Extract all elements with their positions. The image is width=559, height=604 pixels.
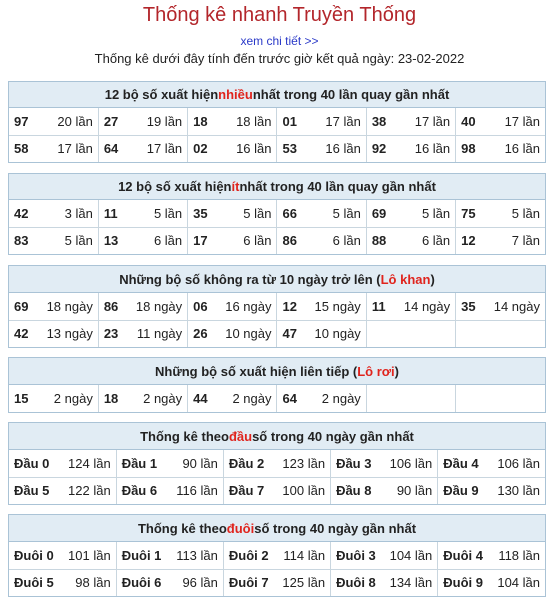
stat-key: Đuôi 8 [336, 575, 376, 591]
stat-key: 06 [193, 298, 208, 314]
stat-value: 13 ngày [46, 326, 93, 342]
stat-value: 16 lần [504, 141, 540, 157]
most-frequent-table [9, 108, 545, 162]
stat-cell [9, 450, 116, 477]
stat-cell [366, 108, 455, 135]
stat-value: 2 ngày [53, 391, 93, 406]
table-row [9, 135, 545, 162]
stat-value: 113 lần [176, 547, 218, 563]
stat-value: 123 lần [282, 455, 326, 471]
stat-value: 5 lần [511, 205, 540, 221]
stat-cell [223, 542, 330, 569]
duoi-table [9, 542, 545, 596]
stat-cell [9, 320, 98, 347]
stat-key: Đuôi 1 [121, 547, 162, 563]
stat-key: 69 [14, 298, 29, 314]
stat-cell [9, 542, 116, 569]
stat-value: 10 ngày [314, 326, 361, 342]
stat-key: 98 [461, 141, 476, 157]
stat-cell [9, 108, 98, 135]
stat-value: 10 ngày [225, 326, 272, 342]
stat-cell [438, 477, 545, 504]
stat-value: 116 lần [176, 483, 218, 499]
table-row [9, 108, 545, 135]
stat-value: 130 lần [497, 483, 540, 499]
stat-key: 64 [103, 141, 119, 157]
lo-khan-table [9, 293, 545, 347]
stat-cell [366, 135, 455, 162]
stat-value: 16 lần [325, 141, 361, 157]
stat-cell [456, 293, 545, 320]
stat-value: 90 lần [182, 455, 218, 471]
lo-khan-section [8, 265, 546, 348]
stat-key: 69 [371, 205, 387, 221]
least-frequent-table [9, 200, 545, 254]
stat-key: 83 [14, 233, 29, 249]
stat-value: 6 lần [243, 233, 272, 249]
stat-cell [98, 108, 187, 135]
stat-value: 6 lần [153, 233, 183, 249]
stat-cell [188, 385, 277, 412]
stat-key: 66 [282, 205, 297, 221]
stat-key: 23 [103, 326, 119, 342]
stat-key: Đuôi 6 [121, 575, 162, 591]
stat-cell [277, 227, 366, 254]
stat-key: 40 [461, 113, 476, 129]
empty-cell [456, 385, 545, 412]
detail-link[interactable]: xem chi tiết >> [240, 34, 319, 48]
stat-key: Đầu 3 [336, 455, 372, 471]
stat-key: 18 [193, 113, 208, 129]
stat-key: 42 [14, 205, 29, 221]
empty-cell [366, 320, 455, 347]
stat-cell [331, 477, 438, 504]
least-frequent-section [8, 173, 546, 255]
stat-cell [438, 569, 545, 596]
stat-value: 16 ngày [225, 298, 272, 314]
stat-key: Đầu 0 [14, 455, 50, 471]
stat-cell [223, 477, 330, 504]
most-frequent-heading: 12 bộ số xuất hiện nhiều nhất trong 40 lần quay gần nhất [9, 82, 545, 108]
stat-value: 2 ngày [321, 391, 361, 406]
most-frequent-section [8, 81, 546, 163]
stat-key: 18 [103, 391, 119, 406]
stat-cell [277, 108, 366, 135]
stat-cell [277, 320, 366, 347]
stat-value: 17 lần [504, 113, 540, 129]
stat-cell [98, 385, 187, 412]
stat-cell [277, 200, 366, 227]
date-note: Thống kê dưới đây tính đến trước giờ kết quả ngày: 23-02-2022 [94, 51, 465, 66]
stat-value: 14 ngày [493, 298, 540, 314]
stat-cell [277, 293, 366, 320]
stat-key: Đuôi 4 [443, 547, 483, 563]
stat-key: 17 [193, 233, 208, 249]
stat-value: 118 lần [498, 547, 540, 563]
table-row [9, 569, 545, 596]
stat-value: 18 ngày [135, 298, 183, 314]
stat-key: 11 [371, 298, 386, 314]
stat-key: Đuôi 3 [336, 547, 376, 563]
stat-cell [366, 227, 455, 254]
stat-key: 15 [14, 391, 29, 406]
stat-key: 97 [14, 113, 29, 129]
stat-cell [188, 108, 277, 135]
least-frequent-heading: 12 bộ số xuất hiện ít nhất trong 40 lần quay gần nhất [9, 174, 545, 200]
stat-cell [98, 135, 187, 162]
stat-key: 53 [282, 141, 297, 157]
stat-value: 5 lần [421, 205, 451, 221]
stat-value: 18 ngày [46, 298, 93, 314]
stat-cell [188, 135, 277, 162]
stat-cell [438, 450, 545, 477]
stat-value: 2 ngày [143, 391, 183, 406]
stat-key: 75 [461, 205, 476, 221]
stat-cell [456, 227, 545, 254]
stat-key: 47 [282, 326, 297, 342]
stat-key: 86 [103, 298, 119, 314]
table-row [9, 200, 545, 227]
stat-cell [331, 569, 438, 596]
stat-key: Đầu 7 [228, 483, 265, 499]
stat-cell [366, 200, 455, 227]
stat-key: Đầu 8 [336, 483, 372, 499]
table-row [9, 385, 545, 412]
stat-value: 17 lần [57, 141, 93, 157]
stat-value: 134 lần [389, 575, 433, 591]
dau-section [8, 422, 546, 505]
stat-value: 5 lần [64, 233, 93, 249]
stat-cell [456, 108, 545, 135]
table-row [9, 293, 545, 320]
stat-key: 12 [282, 298, 297, 314]
stat-value: 16 lần [414, 141, 451, 157]
stat-key: 64 [282, 391, 297, 406]
stat-value: 100 lần [282, 483, 326, 499]
stat-key: Đuôi 0 [14, 547, 54, 563]
stat-key: Đuôi 5 [14, 575, 54, 591]
stat-value: 6 lần [421, 233, 451, 249]
stat-cell [98, 320, 187, 347]
stat-key: Đầu 4 [443, 455, 479, 471]
table-row [9, 450, 545, 477]
stat-cell [9, 385, 98, 412]
stat-key: 92 [371, 141, 387, 157]
table-row [9, 542, 545, 569]
empty-cell [366, 385, 455, 412]
stat-cell [116, 477, 223, 504]
stat-value: 17 lần [414, 113, 451, 129]
stat-key: Đầu 9 [443, 483, 479, 499]
stat-cell [277, 385, 366, 412]
stat-value: 96 lần [182, 575, 218, 591]
table-row [9, 227, 545, 254]
stat-value: 3 lần [64, 205, 93, 221]
stat-cell [116, 542, 223, 569]
stat-key: Đuôi 9 [443, 575, 483, 591]
stat-cell [116, 450, 223, 477]
stat-cell [277, 135, 366, 162]
stat-cell [9, 293, 98, 320]
stat-value: 106 lần [497, 455, 540, 471]
stat-value: 17 lần [325, 113, 361, 129]
stat-cell [9, 477, 116, 504]
stat-value: 6 lần [332, 233, 361, 249]
stat-value: 106 lần [389, 455, 433, 471]
lo-roi-section [8, 357, 546, 413]
stat-value: 20 lần [57, 113, 93, 129]
stat-key: Đuôi 7 [228, 575, 269, 591]
stat-key: 35 [193, 205, 208, 221]
stat-cell [331, 450, 438, 477]
stat-cell [366, 293, 455, 320]
stat-key: 01 [282, 113, 297, 129]
stat-cell [9, 200, 98, 227]
stat-cell [331, 542, 438, 569]
dau-heading: Thống kê theo đầu số trong 40 ngày gần nhất [9, 423, 545, 450]
stat-key: 02 [193, 141, 208, 157]
stat-key: 35 [461, 298, 476, 314]
stat-key: 86 [282, 233, 297, 249]
stat-cell [116, 569, 223, 596]
empty-cell [456, 320, 545, 347]
stat-key: 38 [371, 113, 387, 129]
stat-value: 101 lần [68, 547, 111, 563]
stat-value: 104 lần [389, 547, 433, 563]
lo-roi-table [9, 385, 545, 412]
stat-value: 7 lần [511, 233, 540, 249]
stat-cell [456, 200, 545, 227]
stat-value: 5 lần [332, 205, 361, 221]
stat-cell [98, 293, 187, 320]
stat-value: 15 ngày [314, 298, 361, 314]
stat-cell [456, 135, 545, 162]
stat-key: 88 [371, 233, 387, 249]
lo-khan-heading: Những bộ số không ra từ 10 ngày trở lên ( Lô khan ) [9, 266, 545, 293]
stat-value: 124 lần [68, 455, 111, 471]
stat-value: 5 lần [153, 205, 183, 221]
stat-value: 16 lần [236, 141, 272, 157]
stat-value: 18 lần [236, 113, 272, 129]
stat-value: 5 lần [243, 205, 272, 221]
stat-cell [9, 569, 116, 596]
page-title: Thống kê nhanh Truyền Thống [142, 4, 417, 26]
stat-cell [9, 227, 98, 254]
stat-key: 11 [103, 205, 118, 221]
stat-value: 98 lần [75, 575, 111, 591]
duoi-section [8, 514, 546, 597]
stat-value: 17 lần [146, 141, 183, 157]
stat-value: 2 ngày [232, 391, 272, 406]
stat-value: 104 lần [497, 575, 540, 591]
stat-key: 13 [103, 233, 119, 249]
stat-key: 58 [14, 141, 29, 157]
table-row [9, 477, 545, 504]
stat-key: Đầu 1 [121, 455, 158, 471]
stat-key: Đầu 6 [121, 483, 158, 499]
lo-roi-heading: Những bộ số xuất hiện liên tiếp ( Lô rơi ) [9, 358, 545, 385]
stat-cell [188, 293, 277, 320]
stat-cell [98, 200, 187, 227]
stat-cell [188, 320, 277, 347]
stat-cell [98, 227, 187, 254]
table-row [9, 320, 545, 347]
stat-key: Đầu 5 [14, 483, 50, 499]
duoi-heading: Thống kê theo đuôi số trong 40 ngày gần nhất [9, 515, 545, 542]
stat-key: 26 [193, 326, 208, 342]
stat-cell [223, 450, 330, 477]
stat-key: 42 [14, 326, 29, 342]
stat-cell [188, 227, 277, 254]
stat-key: Đuôi 2 [228, 547, 269, 563]
stat-value: 122 lần [68, 483, 111, 499]
stat-value: 11 ngày [136, 326, 183, 342]
stat-cell [188, 200, 277, 227]
stat-value: 125 lần [282, 575, 326, 591]
stat-cell [223, 569, 330, 596]
stat-cell [438, 542, 545, 569]
stat-value: 19 lần [146, 113, 183, 129]
stat-cell [9, 135, 98, 162]
stat-key: 12 [461, 233, 476, 249]
stat-key: Đầu 2 [228, 455, 265, 471]
stat-key: 27 [103, 113, 119, 129]
stat-value: 90 lần [396, 483, 433, 499]
stat-value: 14 ngày [403, 298, 451, 314]
stat-value: 114 lần [283, 547, 326, 563]
stat-key: 44 [193, 391, 208, 406]
dau-table [9, 450, 545, 504]
